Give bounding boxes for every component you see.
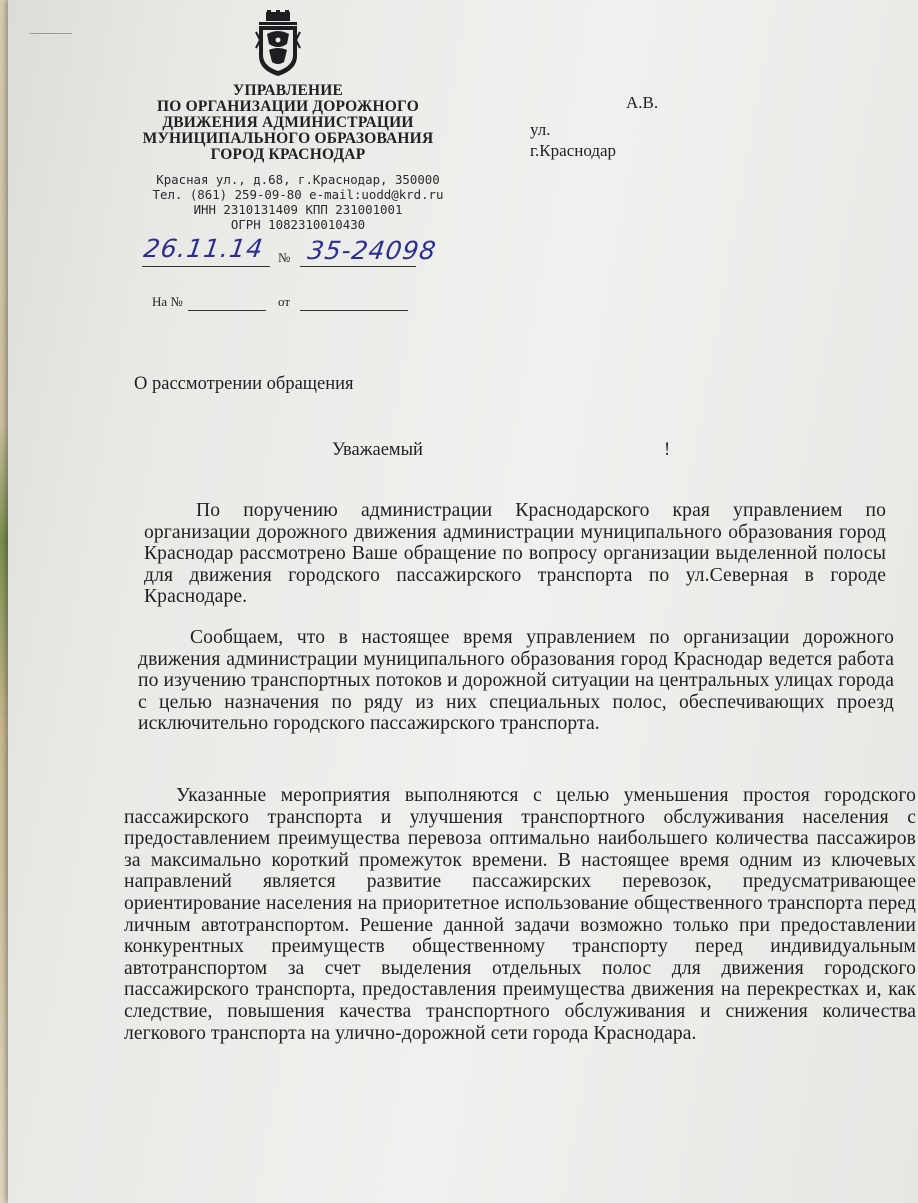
greeting: Уважаемый: [332, 440, 423, 460]
city-coat-of-arms-icon: [254, 10, 302, 78]
contact-line: Тел. (861) 259-09-80 e-mail:uodd@krd.ru: [152, 187, 444, 202]
outgoing-number: 35-24098: [305, 236, 439, 265]
number-sign: №: [278, 250, 291, 265]
paper-mark: [30, 33, 72, 34]
recipient-street: ул.: [530, 120, 551, 139]
org-line: ДВИЖЕНИЯ АДМИНИСТРАЦИИ: [162, 114, 414, 131]
body-paragraph: [144, 500, 886, 608]
date-underline: [142, 266, 270, 267]
reference-date-blank: [300, 310, 408, 311]
contact-line: ОГРН 1082310010430: [230, 217, 366, 232]
org-line: УПРАВЛЕНИЕ: [232, 82, 344, 99]
body-paragraph: [124, 785, 916, 1044]
greeting-exclamation: !: [664, 440, 671, 460]
reference-date-label: от: [278, 294, 291, 309]
recipient-city: г.Краснодар: [530, 141, 617, 160]
recipient-name: А.В.: [626, 93, 659, 112]
org-line: ПО ОРГАНИЗАЦИИ ДОРОЖНОГО: [157, 98, 419, 115]
organization-name: [118, 83, 458, 163]
paragraph-text: Сообщаем, что в настоящее время управлением по организации дорожного движения администрации муниципального образования город Краснодар ведется работа по изучению транспортных потоков и дорожной ситуации на центральных улицах города с целью назначения по ряду из них специальных полос, обеспечивающих проезд исключительно городского пассажирского транспорта.: [138, 627, 894, 735]
org-line: МУНИЦИПАЛЬНОГО ОБРАЗОВАНИЯ: [142, 130, 434, 147]
reference-number-blank: [188, 310, 266, 311]
subject-line: О рассмотрении обращения: [134, 374, 354, 394]
paragraph-text: По поручению администрации Краснодарского края управлением по организации дорожного движения администрации муниципального образования город Краснодар рассмотрено Ваше обращение по вопросу организации выделенной полосы для движения городского пассажирского транспорта по ул.Северная в городе Краснодаре.: [144, 500, 886, 608]
reference-number-label: На №: [152, 294, 183, 309]
contact-line: ИНН 2310131409 КПП 231001001: [193, 202, 403, 217]
contact-line: Красная ул., д.68, г.Краснодар, 350000: [156, 172, 440, 187]
paragraph-text: Указанные мероприятия выполняются с целью уменьшения простоя городского пассажирского транспорта и улучшения транспортного обслуживания населения с предоставлением преимущества перевоза оптимально наибольшего количества пассажиров за максимально короткий промежуток времени. В настоящее время одним из ключевых направлений является развитие пассажирских перевозок, предусматривающее ориентирование населения на приоритетное использование общественного транспорта перед личным автотранспортом. Решение данной задачи возможно только при предоставлении конкурентных преимуществ общественному транспорту перед индивидуальным автотранспортом за счет выделения отдельных полос для движения городского пассажирского транспорта, предоставления преимущества движения на перекрестках и, как следствие, повышения качества транспортного обслуживания и снижения количества легкового транспорта на улично-дорожной сети города Краснодара.: [124, 785, 916, 1044]
org-line: ГОРОД КРАСНОДАР: [210, 146, 366, 163]
letter-page: [8, 0, 918, 1203]
body-paragraph: [138, 627, 894, 735]
outgoing-date: 26.11.14: [141, 234, 266, 263]
number-underline: [300, 266, 416, 267]
organization-contacts: [128, 172, 468, 232]
